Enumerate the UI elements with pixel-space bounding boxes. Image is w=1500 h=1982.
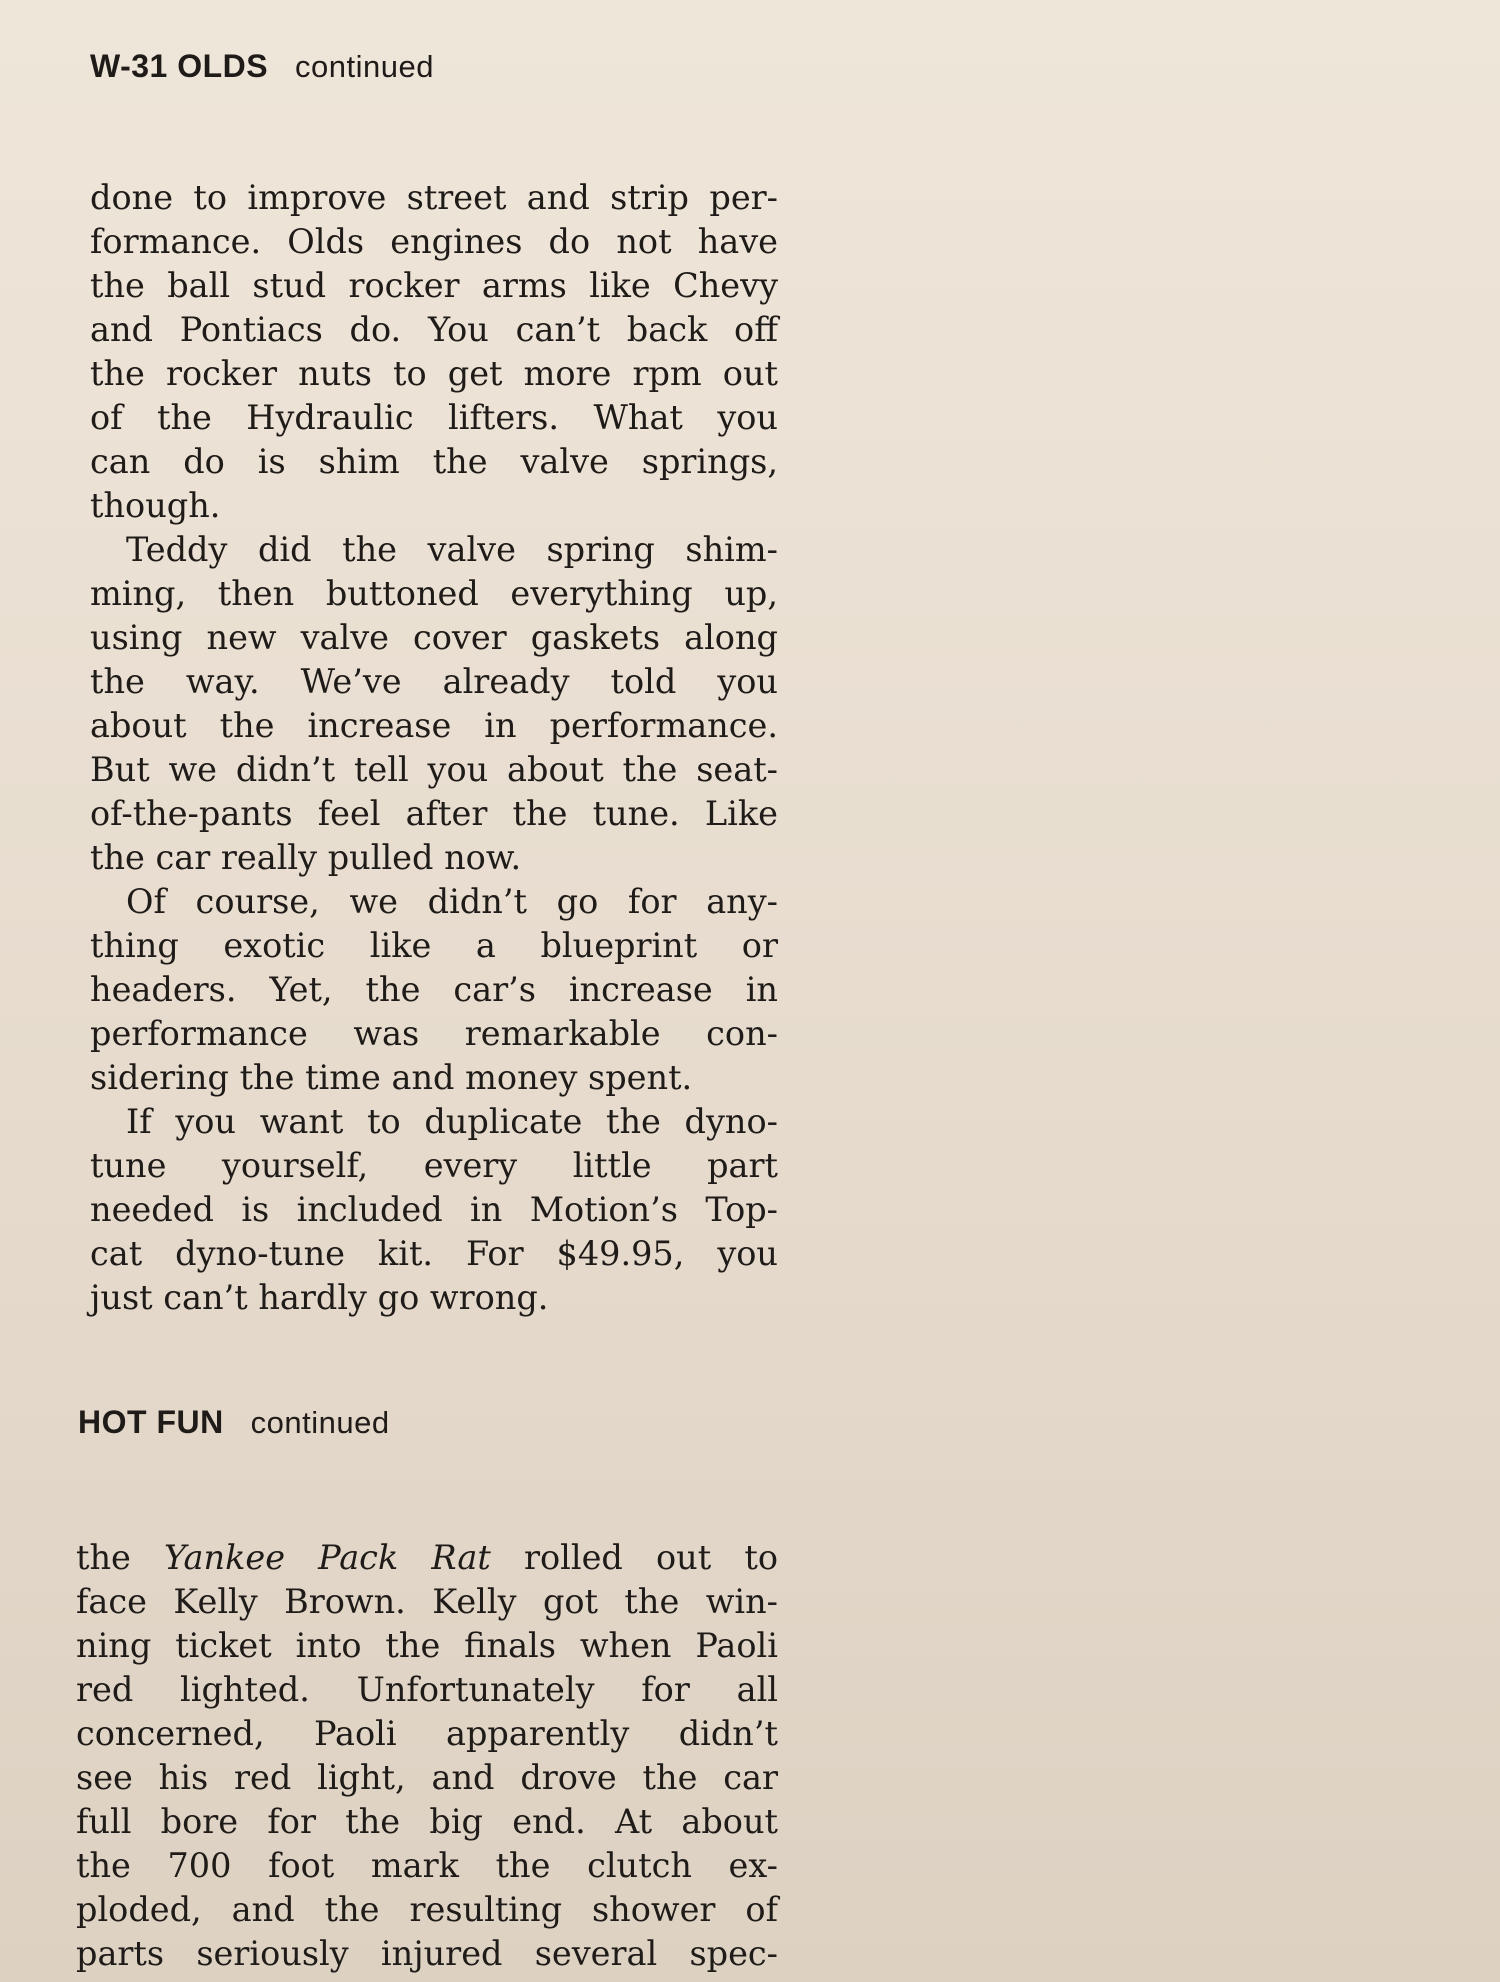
- text-line: face Kelly Brown. Kelly got the win-: [76, 1582, 778, 1621]
- text-line: ploded, and the resulting shower of: [76, 1890, 778, 1929]
- text-line: formance. Olds engines do not have: [90, 222, 778, 261]
- text-line: But we didn’t tell you about the seat-: [90, 750, 778, 789]
- text-line: the 700 foot mark the clutch ex-: [76, 1846, 778, 1885]
- text-line: can do is shim the valve springs,: [90, 442, 778, 481]
- text-line: of the Hydraulic lifters. What you: [90, 398, 778, 437]
- section-title: W-31 OLDS: [90, 48, 269, 84]
- text-line: full bore for the big end. At about: [76, 1802, 778, 1841]
- text-line: concerned, Paoli apparently didn’t: [76, 1714, 778, 1753]
- continued-label: continued: [295, 49, 434, 84]
- text-line: parts seriously injured several spec-: [76, 1934, 778, 1973]
- text-fragment: the: [76, 1538, 165, 1577]
- text-line: just can’t hardly go wrong.: [90, 1278, 549, 1317]
- section-header-w31-olds: [90, 48, 434, 85]
- text-line: headers. Yet, the car’s increase in: [90, 970, 778, 1009]
- text-line: though.: [90, 486, 221, 525]
- text-line: needed is included in Motion’s Top-: [90, 1190, 778, 1229]
- text-line: and Pontiacs do. You can’t back off: [90, 310, 778, 349]
- text-line: red lighted. Unfortunately for all: [76, 1670, 778, 1709]
- text-line: [76, 1536, 778, 1580]
- text-line: ming, then buttoned everything up,: [90, 574, 778, 613]
- text-fragment: rolled out to: [490, 1538, 778, 1577]
- section-header-hot-fun: [78, 1404, 390, 1441]
- text-line: Teddy did the valve spring shim-: [126, 530, 778, 569]
- hot-fun-body: [76, 1536, 778, 1976]
- text-line: thing exotic like a blueprint or: [90, 926, 778, 965]
- text-line: cat dyno-tune kit. For $49.95, you: [90, 1234, 778, 1273]
- text-line: done to improve street and strip per-: [90, 178, 778, 217]
- text-line: the rocker nuts to get more rpm out: [90, 354, 778, 393]
- text-line: ning ticket into the finals when Paoli: [76, 1626, 778, 1665]
- text-line: tune yourself, every little part: [90, 1146, 778, 1185]
- text-line: the car really pulled now.: [90, 838, 522, 877]
- text-line: the way. We’ve already told you: [90, 662, 778, 701]
- text-line: using new valve cover gaskets along: [90, 618, 778, 657]
- continued-label: continued: [250, 1405, 390, 1440]
- text-line: about the increase in performance.: [90, 706, 778, 745]
- text-line: Of course, we didn’t go for any-: [126, 882, 778, 921]
- w31-olds-body: [90, 176, 778, 1320]
- section-title: HOT FUN: [78, 1404, 224, 1440]
- text-line: sidering the time and money spent.: [90, 1058, 693, 1097]
- text-line: If you want to duplicate the dyno-: [126, 1102, 778, 1141]
- text-line: see his red light, and drove the car: [76, 1758, 778, 1797]
- text-line: performance was remarkable con-: [90, 1014, 778, 1053]
- text-line: the ball stud rocker arms like Chevy: [90, 266, 778, 305]
- boat-name-italic: Yankee Pack Rat: [164, 1538, 491, 1577]
- text-line: of-the-pants feel after the tune. Like: [90, 794, 778, 833]
